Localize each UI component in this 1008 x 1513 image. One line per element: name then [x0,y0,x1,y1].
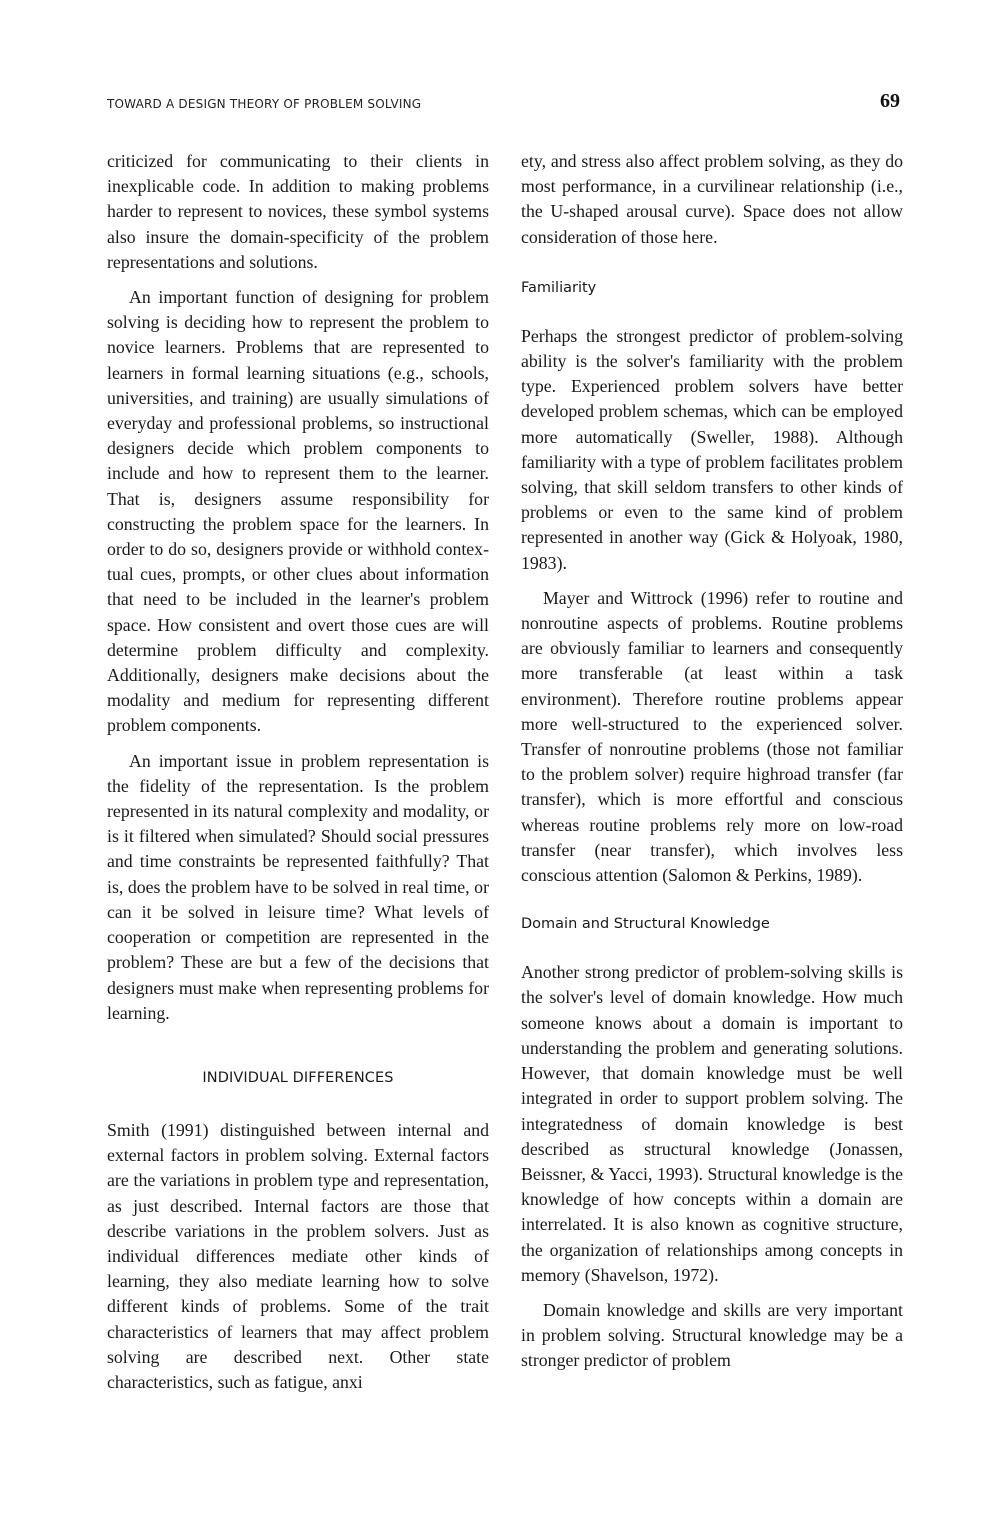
paragraph: An important function of designing for problem solving is deciding how to represent the problem to novice learners. Problems that are represented to learners in formal learning situations (e.g., schools, universities, and training) are usually simulations of everyday and professional problems, so instructional designers decide which problem components to include and how to represent them to the learner. That is, designers assume responsibility for constructing the problem space for the learners. In order to do so, designers provide or withhold contextual cues, prompts, or other clues about information that need to be included in the learner's problem space. How consistent and overt those cues are will determine problem difficulty and complexity. Additionally, designers make decisions about the modality and medium for representing different problem components. [107,287,489,736]
left-column [107,149,489,1405]
running-head: TOWARD A DESIGN THEORY OF PROBLEM SOLVING [107,97,422,111]
paragraph: Perhaps the strongest predictor of problem-solving ability is the solver's familiarity with the problem type. Experienced problem solvers have better developed problem schemas, which can be employed more automatically (Sweller, 1988). Although familiarity with a type of problem facilitates problem solving, that skill seldom transfers to other kinds of problems or even to the same kind of problem represented in another way (Gick & Holyoak, 1980, 1983). [521,325,903,573]
paragraph: Mayer and Wittrock (1996) refer to routine and nonroutine aspects of problems. Routine problems are obviously familiar to learners and consequently more transferable (at least within a task environment). Therefore routine problems appear more well-structured to the experienced solver. Transfer of nonroutine problems (those not familiar to the problem solver) require highroad transfer (far transfer), which is more effortful and conscious whereas routine problems rely more on low-road transfer (near transfer), which involves less conscious attention (Salomon & Perkins, 1989). [521,587,903,886]
subsection-heading: Familiarity [521,279,597,296]
paragraph: An important issue in problem representation is the fidelity of the representation. Is the problem represented in its natural complexity and modality, or is it filtered when simulated? Should social pressures and time constraints be represented faithfully? That is, does the problem have to be solved in real time, or can it be solved in leisure time? What levels of cooperation or competition are represented in the problem? These are but a few of the decisions that designers must make when representing problems for learning. [107,750,489,1023]
paragraph: ety, and stress also affect problem solving, as they do most performance, in a curvilinear relationship (i.e., the U-shaped arousal curve). Space does not allow consideration of those here. [521,151,903,247]
section-heading: INDIVIDUAL DIFFERENCES [202,1069,394,1086]
paragraph: Another strong predictor of problem-solving skills is the solver's level of domain knowledge. How much someone knows about a domain is important to understanding the problem and generating solutions. However, that domain knowledge must be well integrated in order to support problem solving. The integratedness of domain knowledge is best described as structural knowledge (Jonassen, Beissner, & Yacci, 1993). Structural knowledge is the knowledge of how concepts within a domain are interrelated. It is also known as cognitive structure, the organization of relationships among concepts in memory (Shavelson, 1972). [521,962,903,1285]
paragraph: Smith (1991) distinguished between internal and external factors in problem solving. External factors are the variations in problem type and representation, as just described. Internal factors are those that describe variations in the problem solvers. Just as individual differences mediate other kinds of learning, they also mediate learning how to solve different kinds of problems. Some of the trait characteristics of learners that may affect problem solving are described next. Other state characteristics, such as fatigue, anxi [107,1119,489,1392]
right-column [521,149,903,1384]
paragraph: criticized for communicating to their clients in inexplicable code. In addition to making problems harder to represent to novices, these symbol systems also insure the domain-specificity of the problem representations and solutions. [107,151,489,272]
subsection-heading: Domain and Structural Knowledge [521,916,770,933]
page-number: 69 [880,90,900,112]
paragraph: Domain knowledge and skills are very important in problem solving. Structural knowledge may be a stronger predictor of problem [521,1299,903,1371]
